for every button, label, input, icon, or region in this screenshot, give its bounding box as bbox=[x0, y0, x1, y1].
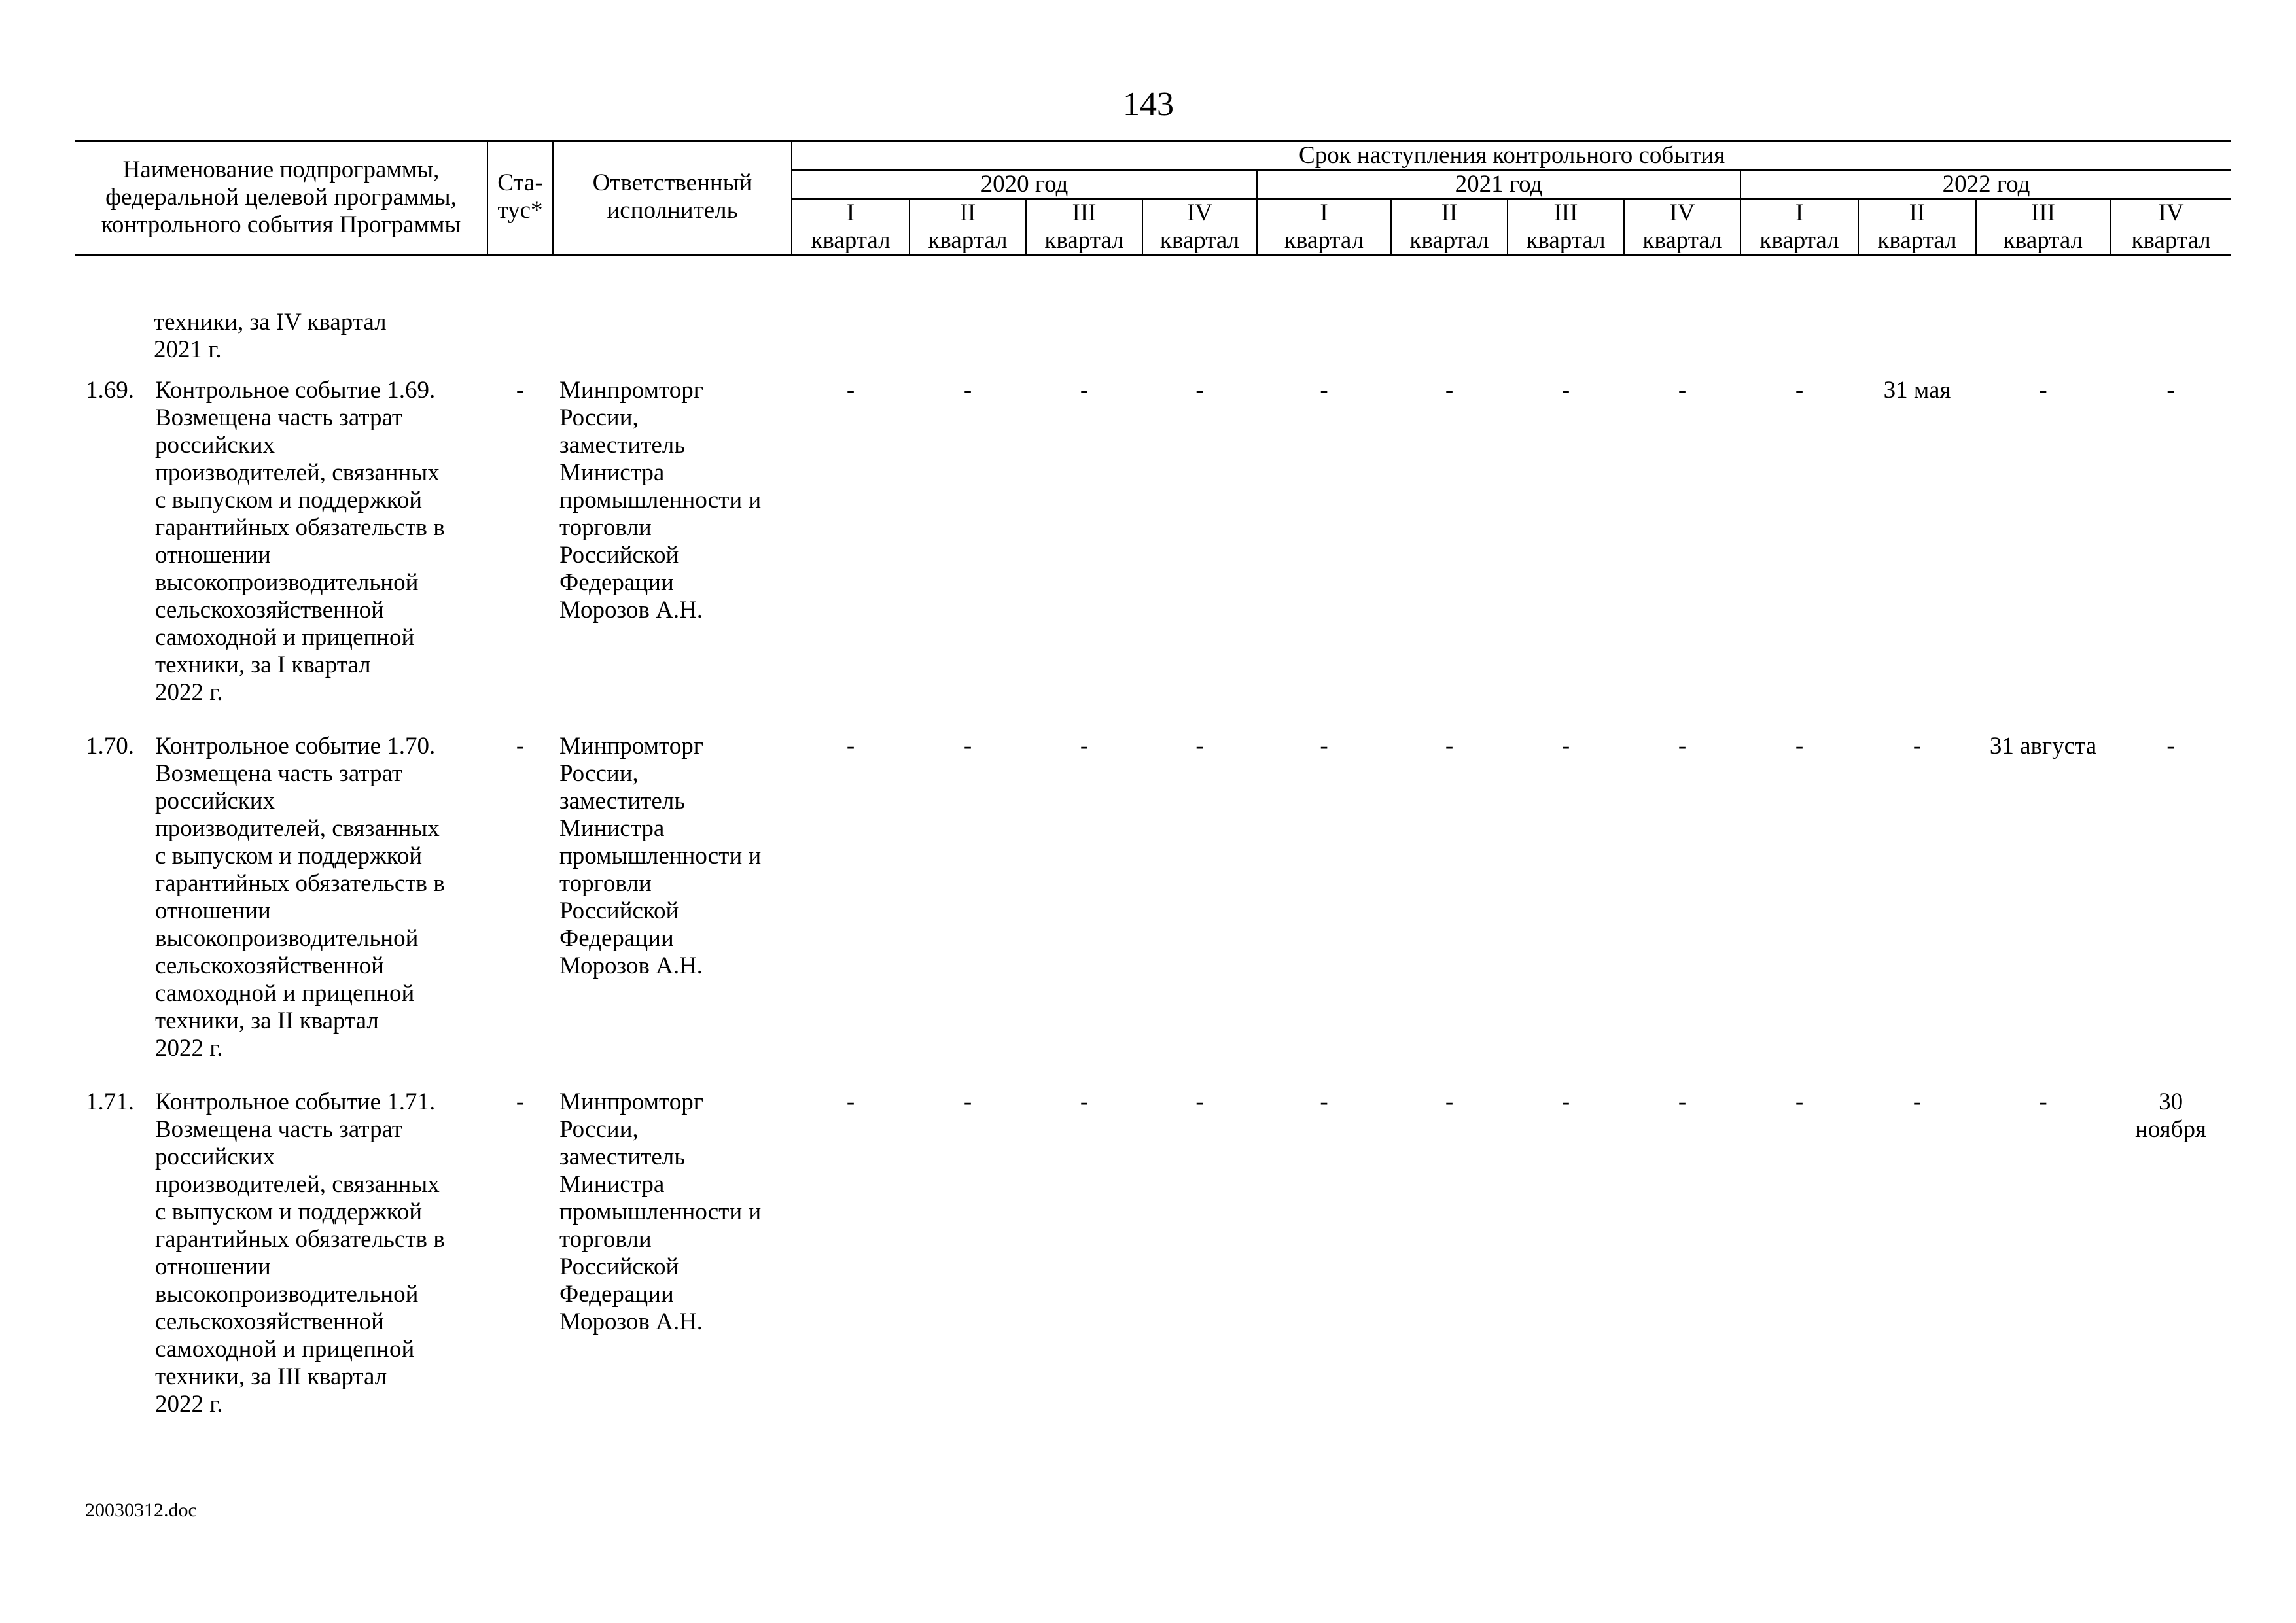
quarter-word: квартал bbox=[1877, 227, 1957, 254]
quarter-word: квартал bbox=[1759, 227, 1839, 254]
header-year-2020: 2020 год bbox=[792, 170, 1257, 199]
header-responsible-col: Ответственный исполнитель bbox=[553, 141, 792, 256]
event-status: - bbox=[516, 1089, 525, 1115]
quarter-word: квартал bbox=[1409, 227, 1489, 254]
quarter-deadline-8: - bbox=[1678, 1089, 1687, 1115]
quarter-numeral: I bbox=[1795, 200, 1804, 226]
event-cell bbox=[75, 364, 487, 707]
header-name-col: Наименование подпрограммы, федеральной целевой программы, контрольного события Программы bbox=[75, 141, 487, 256]
quarter-deadline-1: - bbox=[846, 1089, 855, 1115]
quarter-deadline-5: - bbox=[1320, 377, 1328, 404]
quarter-numeral: II bbox=[1909, 200, 1926, 226]
quarter-numeral: IV bbox=[2158, 200, 2184, 226]
header-quarter-6 bbox=[1391, 199, 1508, 256]
quarter-deadline-12: - bbox=[2166, 733, 2175, 759]
quarter-numeral: III bbox=[1553, 200, 1578, 226]
event-name: Контрольное событие 1.69. Возмещена часть затрат российских производителей, связанных с выпуском и поддержкой гарантийных обязательств в отношении высокопроизводительной сельскохозяйственной самоходной и прицепной техники, за I квартал 2022 г. bbox=[155, 377, 445, 706]
quarter-deadline-9: - bbox=[1795, 1089, 1804, 1115]
header-year-2022: 2022 год bbox=[1740, 170, 2231, 199]
quarter-numeral: I bbox=[846, 200, 855, 226]
quarter-deadline-7: - bbox=[1561, 1089, 1570, 1115]
table-row bbox=[75, 1075, 2231, 1418]
quarter-deadline-5: - bbox=[1320, 1089, 1328, 1115]
quarter-numeral: II bbox=[959, 200, 976, 226]
quarter-numeral: IV bbox=[1186, 200, 1213, 226]
quarter-deadline-7: - bbox=[1561, 377, 1570, 404]
quarter-deadline-8: - bbox=[1678, 733, 1687, 759]
header-quarter-1 bbox=[792, 199, 910, 256]
event-responsible: Минпромторг России, заместитель Министра промышленности и торговли Российской Федерации Морозов А.Н. bbox=[559, 733, 762, 979]
header-quarter-5 bbox=[1257, 199, 1391, 256]
quarter-deadline-9: - bbox=[1795, 377, 1804, 404]
header-quarter-11 bbox=[1976, 199, 2110, 256]
quarter-deadline-3: - bbox=[1080, 733, 1089, 759]
quarter-deadline-4: - bbox=[1195, 377, 1204, 404]
quarter-numeral: II bbox=[1441, 200, 1458, 226]
quarter-word: квартал bbox=[1526, 227, 1606, 254]
header-deadline: Срок наступления контрольного события bbox=[792, 141, 2231, 171]
control-events-table bbox=[75, 140, 2231, 1431]
quarter-word: квартал bbox=[1159, 227, 1240, 254]
quarter-numeral: III bbox=[2031, 200, 2055, 226]
event-name: Контрольное событие 1.70. Возмещена часть затрат российских производителей, связанных с выпуском и поддержкой гарантийных обязательств в отношении высокопроизводительной сельскохозяйственной самоходной и прицепной техники, за II квартал 2022 г. bbox=[155, 733, 445, 1062]
event-status: - bbox=[516, 733, 525, 759]
quarter-deadline-3: - bbox=[1080, 1089, 1089, 1115]
header-quarter-7 bbox=[1508, 199, 1624, 256]
continuation-cell bbox=[75, 256, 487, 364]
header-quarter-2 bbox=[910, 199, 1026, 256]
quarter-word: квартал bbox=[1642, 227, 1722, 254]
row-gap bbox=[75, 1062, 2231, 1075]
quarter-word: квартал bbox=[1284, 227, 1364, 254]
quarter-deadline-6: - bbox=[1445, 377, 1454, 404]
quarter-deadline-10: - bbox=[1913, 733, 1922, 759]
header-quarter-8 bbox=[1624, 199, 1740, 256]
event-number: 1.70. bbox=[86, 733, 134, 759]
event-responsible: Минпромторг России, заместитель Министра промышленности и торговли Российской Федерации Морозов А.Н. bbox=[559, 1089, 762, 1335]
quarter-deadline-10: - bbox=[1913, 1089, 1922, 1115]
header-quarter-9 bbox=[1740, 199, 1858, 256]
quarter-deadline-11: - bbox=[2039, 377, 2047, 404]
quarter-deadline-11: - bbox=[2039, 1089, 2047, 1115]
header-quarter-10 bbox=[1858, 199, 1976, 256]
quarter-deadline-1: - bbox=[846, 377, 855, 404]
page-number: 143 bbox=[1123, 86, 1174, 123]
quarter-word: квартал bbox=[1044, 227, 1124, 254]
continuation-text: техники, за IV квартал 2021 г. bbox=[154, 309, 387, 363]
row-gap bbox=[75, 707, 2231, 720]
table-row bbox=[75, 364, 2231, 707]
quarter-deadline-9: - bbox=[1795, 733, 1804, 759]
header-quarter-4 bbox=[1142, 199, 1257, 256]
event-number: 1.71. bbox=[86, 1089, 134, 1115]
header-year-2021: 2021 год bbox=[1257, 170, 1740, 199]
table-row bbox=[75, 720, 2231, 1062]
quarter-deadline-12: 30 ноября bbox=[2135, 1089, 2207, 1143]
header-quarter-12 bbox=[2110, 199, 2231, 256]
quarter-deadline-10: 31 мая bbox=[1883, 377, 1951, 404]
event-number: 1.69. bbox=[86, 377, 134, 404]
quarter-deadline-11: 31 августа bbox=[1989, 733, 2097, 759]
header-quarter-3 bbox=[1026, 199, 1142, 256]
quarter-deadline-12: - bbox=[2166, 377, 2175, 404]
quarter-deadline-1: - bbox=[846, 733, 855, 759]
quarter-word: квартал bbox=[2131, 227, 2211, 254]
quarter-deadline-4: - bbox=[1195, 1089, 1204, 1115]
quarter-numeral: III bbox=[1072, 200, 1097, 226]
quarter-deadline-2: - bbox=[963, 1089, 972, 1115]
quarter-word: квартал bbox=[928, 227, 1008, 254]
quarter-word: квартал bbox=[2003, 227, 2083, 254]
header-status-col: Ста- тус* bbox=[487, 141, 553, 256]
quarter-deadline-6: - bbox=[1445, 733, 1454, 759]
event-cell bbox=[75, 720, 487, 1062]
quarter-deadline-2: - bbox=[963, 377, 972, 404]
quarter-deadline-6: - bbox=[1445, 1089, 1454, 1115]
quarter-deadline-4: - bbox=[1195, 733, 1204, 759]
event-responsible: Минпромторг России, заместитель Министра промышленности и торговли Российской Федерации Морозов А.Н. bbox=[559, 377, 762, 623]
quarter-numeral: I bbox=[1320, 200, 1328, 226]
quarter-deadline-2: - bbox=[963, 733, 972, 759]
event-cell bbox=[75, 1075, 487, 1418]
event-name: Контрольное событие 1.71. Возмещена часть затрат российских производителей, связанных с выпуском и поддержкой гарантийных обязательств в отношении высокопроизводительной сельскохозяйственной самоходной и прицепной техники, за III квартал 2022 г. bbox=[155, 1089, 445, 1418]
quarter-deadline-8: - bbox=[1678, 377, 1687, 404]
row-gap bbox=[75, 1418, 2231, 1431]
quarter-deadline-7: - bbox=[1561, 733, 1570, 759]
event-status: - bbox=[516, 377, 525, 404]
document-filename: 20030312.doc bbox=[85, 1499, 197, 1521]
quarter-deadline-5: - bbox=[1320, 733, 1328, 759]
quarter-word: квартал bbox=[811, 227, 891, 254]
quarter-deadline-3: - bbox=[1080, 377, 1089, 404]
quarter-numeral: IV bbox=[1669, 200, 1695, 226]
